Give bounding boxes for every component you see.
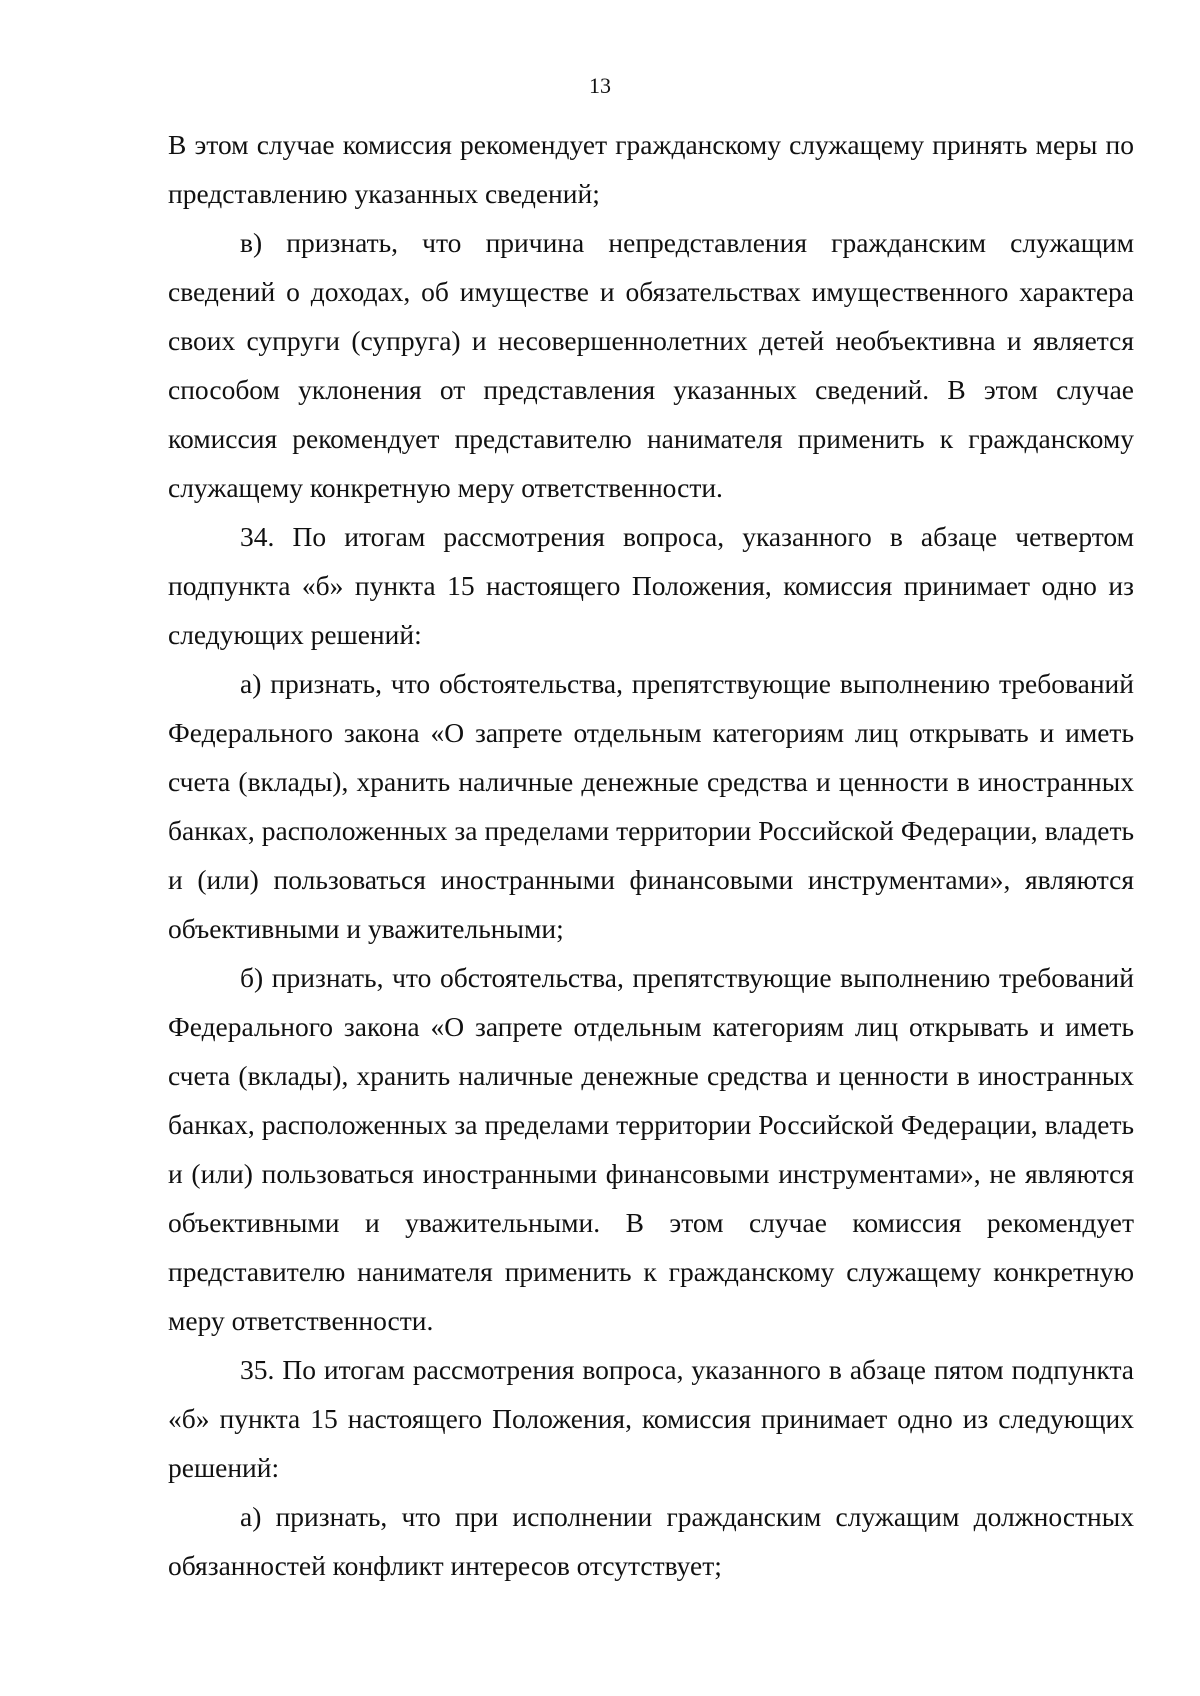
paragraph-34: 34. По итогам рассмотрения вопроса, указанного в абзаце четвертом подпункта «б» пункта 15 настоящего Положения, комиссия принимает одно из следующих решений: [168, 521, 1134, 650]
paragraph-item-v: в) признать, что причина непредставления гражданским служащим сведений о доходах, об имуществе и обязательствах имущественного характера своих супруги (супруга) и несовершеннолетних детей необъективна и является способом уклонения от представления указанных сведений. В этом случае комиссия рекомендует представителю нанимателя применить к гражданскому служащему конкретную меру ответственности. [168, 227, 1134, 503]
paragraph-34-item-b: б) признать, что обстоятельства, препятствующие выполнению требований Федерального закона «О запрете отдельным категориям лиц открывать и иметь счета (вклады), хранить наличные денежные средства и ценности в иностранных банках, расположенных за пределами территории Российской Федерации, владеть и (или) пользоваться иностранными финансовыми инструментами», не являются объективными и уважительными. В этом случае комиссия рекомендует представителю нанимателя применить к гражданскому служащему конкретную меру ответственности. [168, 962, 1134, 1336]
paragraph-continuation: В этом случае комиссия рекомендует гражданскому служащему принять меры по представлению указанных сведений; [168, 129, 1134, 209]
paragraph-35: 35. По итогам рассмотрения вопроса, указанного в абзаце пятом подпункта «б» пункта 15 настоящего Положения, комиссия принимает одно из следующих решений: [168, 1354, 1134, 1483]
paragraph-35-item-a: а) признать, что при исполнении гражданским служащим должностных обязанностей конфликт интересов отсутствует; [168, 1501, 1134, 1581]
document-body [168, 120, 1134, 1590]
paragraph-34-item-a: а) признать, что обстоятельства, препятствующие выполнению требований Федерального закона «О запрете отдельным категориям лиц открывать и иметь счета (вклады), хранить наличные денежные средства и ценности в иностранных банках, расположенных за пределами территории Российской Федерации, владеть и (или) пользоваться иностранными финансовыми инструментами», являются объективными и уважительными; [168, 668, 1134, 944]
page-number: 13 [589, 73, 611, 98]
